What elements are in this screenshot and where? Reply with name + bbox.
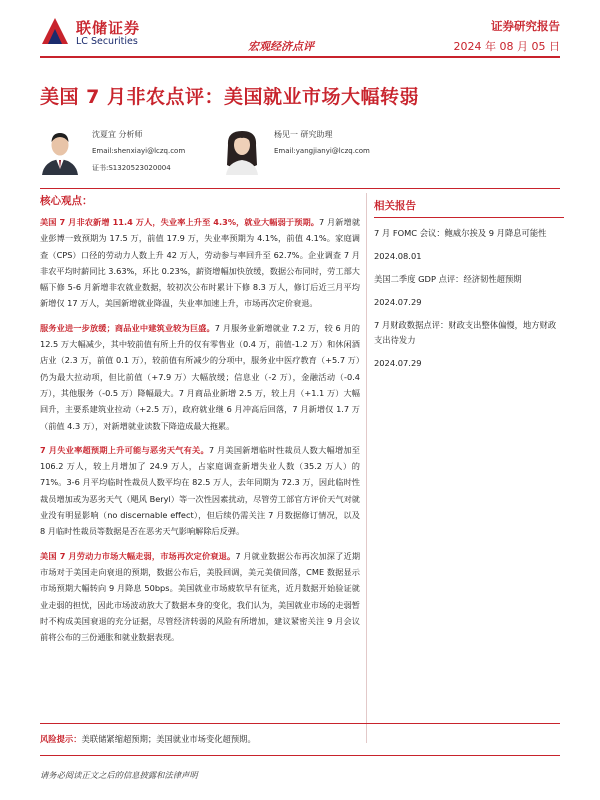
paragraph-unemployment bbox=[40, 442, 360, 540]
assistant-name: 杨见一 研究助理 bbox=[274, 130, 333, 139]
paragraph-lead: 美国 7 月非农新增 11.4 万人，失业率上升至 4.3%，就业大幅弱于预期。 bbox=[40, 217, 320, 227]
related-report-link[interactable]: 7 月 FOMC 会议：鲍威尔挨及 9 月降息可能性 bbox=[374, 228, 547, 238]
column-divider bbox=[366, 193, 367, 743]
assistant-card bbox=[222, 125, 412, 175]
report-kind: 证券研究报告 bbox=[491, 19, 560, 33]
paragraph-lead: 美国 7 月劳动力市场大幅走弱，市场再次定价衰退。 bbox=[40, 550, 236, 561]
related-report-date: 2024.08.01 bbox=[374, 251, 422, 261]
related-report-date: 2024.07.29 bbox=[374, 358, 422, 368]
header-divider bbox=[40, 56, 560, 58]
analyst-name: 沈夏宜 分析师 bbox=[92, 130, 143, 139]
analyst-photo-female bbox=[222, 125, 262, 175]
content-top-divider bbox=[40, 188, 560, 189]
risk-bottom-divider bbox=[40, 755, 560, 756]
paragraph-body: 7 月就业数据公布再次加深了近期市场对于美国走向衰退的预期，数据公布后，美股回调，美元美债回落，CME 数据显示市场预期大幅转向 9 月降息 50bps。美国就业市场疲软早有征兆，近月数据开始验证就业走弱的担忧，因此市场波动放大了数据本身的变化，我们认为，美国就业市场的走弱暂时不构成美国衰退的充分证据，尽管经济转弱的风险有所增加，建议紧密关注 9 月会议前将公布的三份通胀和就业数据表现。 bbox=[40, 550, 361, 643]
logo-english-name: LC Securities bbox=[76, 36, 138, 47]
paragraph-lead: 服务业进一步放缓；商品业中建筑业较为巨盛。 bbox=[40, 322, 215, 333]
related-reports-sidebar bbox=[374, 198, 564, 379]
paragraph-nonfarm bbox=[40, 214, 360, 312]
report-header bbox=[0, 0, 600, 62]
related-report-link[interactable]: 7 月财政数据点评：财政支出整体偏慢，地方财政支出待发力 bbox=[374, 320, 557, 345]
risk-top-divider bbox=[40, 723, 560, 724]
paragraph-body: 7 月美国新增临时性裁员人数大幅增加至 106.2 万人，较上月增加了 24.9 万人，占家庭调查新增失业人数（35.2 万人）的 71%。3-6 月平均临时性裁员人数平均在 82.5 万人，去年同期为 72.3 万，因此临时性裁员增加或为恶劣天气（飓风 Beryl）等一次性因素扰动，尽管劳工部官方评价天气对就业没有明显影响（no discernable effect），但后续仍需关注 7 月数据修订情况，以及 8 月临时性裁员等数据是否在恶劣天气影响解除后反弹。 bbox=[40, 444, 360, 537]
risk-text: 美联储紧缩超预期；美国就业市场变化超预期。 bbox=[81, 734, 256, 744]
assistant-email[interactable]: Email:yangjianyi@lczq.com bbox=[274, 147, 370, 155]
core-views-heading: 核心观点： bbox=[40, 195, 93, 207]
related-report-date: 2024.07.29 bbox=[374, 297, 422, 307]
risk-label: 风险提示： bbox=[40, 734, 82, 744]
analyst-email[interactable]: Email:shenxiayi@lczq.com bbox=[92, 147, 186, 155]
analyst-photo-male bbox=[40, 125, 80, 175]
analyst-certificate: 证书:S1320523020004 bbox=[92, 164, 171, 172]
legal-disclaimer: 请务必阅读正文之后的信息披露和法律声明 bbox=[40, 770, 198, 780]
paragraph-services bbox=[40, 320, 360, 434]
report-title: 美国 7 月非农点评：美国就业市场大幅转弱 bbox=[40, 86, 419, 108]
core-views-section bbox=[40, 193, 360, 653]
related-reports-heading: 相关报告 bbox=[374, 198, 564, 218]
risk-warning bbox=[40, 733, 256, 745]
company-logo bbox=[40, 16, 160, 50]
report-date: 2024 年 08 月 05 日 bbox=[453, 40, 560, 53]
paragraph-lead: 7 月失业率超预期上升可能与恶劣天气有关。 bbox=[40, 444, 209, 455]
paragraph-market bbox=[40, 548, 360, 646]
logo-chinese-name: 联储证券 bbox=[76, 19, 141, 37]
paragraph-body: 7 月新增就业彭博一致预期为 17.5 万，前值 17.9 万，失业率预期为 4.1%，前值 4.1%。家庭调查（CPS）口径的劳动力人数上升 42 万人，劳动参与率回升至 62.7%。企业调查 7 月非农平均时薪同比 3.63%，环比 0.23%，薪资增幅加快放缓，数据公布同时，劳工部大幅下修 5-6 月新增非农就业数据，较初次公布时累计下修 8.3 万人，修订后近三月平均新增仅 17 万人，美国新增就业降温，失业率加速上升，市场再次定价衰退。 bbox=[40, 217, 361, 309]
logo-mark-icon bbox=[40, 16, 70, 46]
document-type: 宏观经济点评 bbox=[248, 40, 314, 53]
analyst-card bbox=[40, 125, 230, 175]
related-report-link[interactable]: 美国二季度 GDP 点评：经济韧性超预期 bbox=[374, 274, 522, 284]
paragraph-body: 7 月服务业新增就业 7.2 万，较 6 月的 12.5 万大幅减少，其中较前值有所上升的仅有零售业（0.4 万，前值-1.2 万）和休闲酒店业（2.3 万，前值 0.1 万），较前值有所减少的分项中，服务业中医疗教育（+5.7 万）仍为最大拉动项，但比前值（+7.9 万）大幅放缓；信息业（-2 万），金融活动（-0.4 万），其他服务（-0.5 万）降幅最大。7 月商品业新增 2.5 万，较上月（+1.1 万）大幅回升，主要系建筑业拉动（+2.5 万），政府就业继 6 月冲高后回落，7 月新增仅 1.7 万（前值 4.3 万），对新增就业读数下降造成最大拖累。 bbox=[40, 322, 360, 431]
